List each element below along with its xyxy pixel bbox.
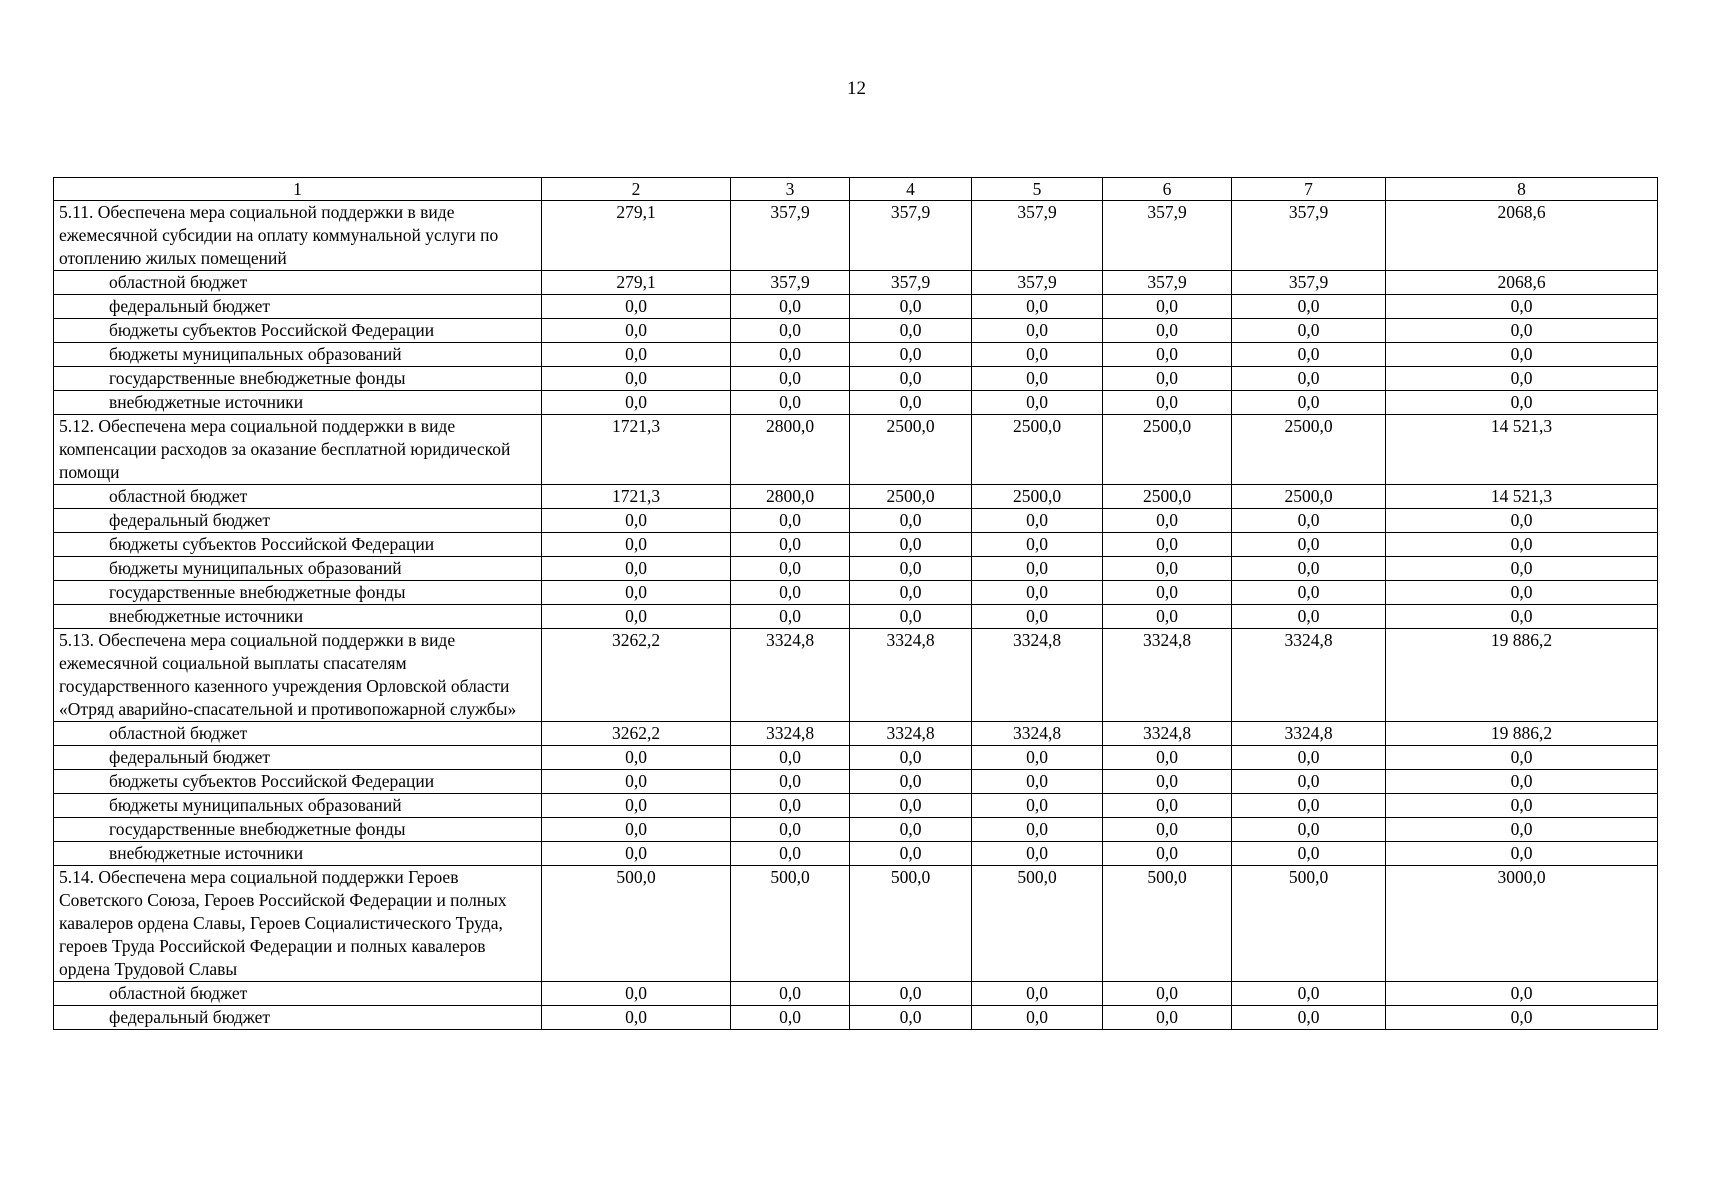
- value-cell: 0,0: [1103, 1006, 1232, 1030]
- funding-source-label: внебюджетные источники: [54, 391, 542, 415]
- value-cell: 500,0: [1232, 866, 1386, 982]
- value-cell: 14 521,3: [1386, 485, 1658, 509]
- value-cell: 0,0: [542, 533, 731, 557]
- value-cell: 357,9: [1103, 271, 1232, 295]
- value-cell: 3000,0: [1386, 866, 1658, 982]
- value-cell: 0,0: [972, 746, 1103, 770]
- value-cell: 0,0: [1232, 1006, 1386, 1030]
- value-cell: 500,0: [850, 866, 972, 982]
- column-header: 8: [1386, 178, 1658, 201]
- value-cell: 0,0: [1232, 509, 1386, 533]
- value-cell: 0,0: [542, 343, 731, 367]
- value-cell: 3324,8: [1232, 629, 1386, 722]
- value-cell: 0,0: [542, 842, 731, 866]
- value-cell: 0,0: [1386, 509, 1658, 533]
- funding-source-label: бюджеты субъектов Российской Федерации: [54, 319, 542, 343]
- funding-source-label: федеральный бюджет: [54, 295, 542, 319]
- value-cell: 0,0: [542, 982, 731, 1006]
- column-header: 6: [1103, 178, 1232, 201]
- value-cell: 2800,0: [731, 415, 850, 485]
- value-cell: 0,0: [972, 509, 1103, 533]
- value-cell: 3324,8: [1103, 722, 1232, 746]
- value-cell: 0,0: [731, 343, 850, 367]
- measure-row: [54, 866, 1658, 982]
- value-cell: 0,0: [1103, 343, 1232, 367]
- value-cell: 0,0: [542, 770, 731, 794]
- value-cell: 2500,0: [1232, 485, 1386, 509]
- value-cell: 0,0: [1232, 557, 1386, 581]
- budget-table: [53, 177, 1658, 1030]
- value-cell: 1721,3: [542, 485, 731, 509]
- measure-description: 5.14. Обеспечена мера социальной поддержки Героев Советского Союза, Героев Российской Федерации и полных кавалеров ордена Славы, Героев Социалистического Труда, героев Труда Российской Федерации и полных кавалеров ордена Трудовой Славы: [54, 866, 542, 982]
- column-header: 3: [731, 178, 850, 201]
- funding-source-row: [54, 746, 1658, 770]
- value-cell: 357,9: [1232, 271, 1386, 295]
- value-cell: 279,1: [542, 271, 731, 295]
- value-cell: 0,0: [731, 295, 850, 319]
- value-cell: 0,0: [731, 319, 850, 343]
- value-cell: 0,0: [1386, 770, 1658, 794]
- value-cell: 0,0: [542, 557, 731, 581]
- value-cell: 0,0: [542, 818, 731, 842]
- funding-source-row: [54, 319, 1658, 343]
- value-cell: 0,0: [731, 605, 850, 629]
- value-cell: 0,0: [1232, 391, 1386, 415]
- header-row: [54, 178, 1658, 201]
- value-cell: 0,0: [1103, 842, 1232, 866]
- value-cell: 0,0: [1103, 509, 1232, 533]
- value-cell: 2500,0: [850, 415, 972, 485]
- value-cell: 2800,0: [731, 485, 850, 509]
- value-cell: 0,0: [850, 982, 972, 1006]
- value-cell: 0,0: [972, 533, 1103, 557]
- value-cell: 3262,2: [542, 722, 731, 746]
- column-header: 2: [542, 178, 731, 201]
- value-cell: 0,0: [1386, 343, 1658, 367]
- value-cell: 3324,8: [731, 629, 850, 722]
- funding-source-row: [54, 842, 1658, 866]
- value-cell: 3324,8: [850, 722, 972, 746]
- funding-source-label: федеральный бюджет: [54, 1006, 542, 1030]
- value-cell: 0,0: [1232, 818, 1386, 842]
- funding-source-row: [54, 581, 1658, 605]
- value-cell: 0,0: [850, 605, 972, 629]
- value-cell: 0,0: [850, 509, 972, 533]
- value-cell: 0,0: [731, 794, 850, 818]
- value-cell: 0,0: [1232, 581, 1386, 605]
- value-cell: 0,0: [972, 367, 1103, 391]
- value-cell: 0,0: [972, 581, 1103, 605]
- funding-source-label: бюджеты муниципальных образований: [54, 343, 542, 367]
- value-cell: 0,0: [972, 343, 1103, 367]
- value-cell: 0,0: [972, 605, 1103, 629]
- funding-source-label: федеральный бюджет: [54, 746, 542, 770]
- value-cell: 0,0: [1232, 605, 1386, 629]
- value-cell: 0,0: [731, 533, 850, 557]
- value-cell: 0,0: [1386, 391, 1658, 415]
- value-cell: 0,0: [731, 581, 850, 605]
- value-cell: 0,0: [1386, 1006, 1658, 1030]
- value-cell: 0,0: [850, 319, 972, 343]
- value-cell: 0,0: [1103, 367, 1232, 391]
- funding-source-label: внебюджетные источники: [54, 605, 542, 629]
- value-cell: 0,0: [542, 581, 731, 605]
- funding-source-row: [54, 770, 1658, 794]
- value-cell: 14 521,3: [1386, 415, 1658, 485]
- value-cell: 500,0: [972, 866, 1103, 982]
- funding-source-label: федеральный бюджет: [54, 509, 542, 533]
- value-cell: 0,0: [1103, 794, 1232, 818]
- funding-source-label: государственные внебюджетные фонды: [54, 581, 542, 605]
- value-cell: 0,0: [1232, 982, 1386, 1006]
- value-cell: 0,0: [542, 391, 731, 415]
- value-cell: 0,0: [1386, 982, 1658, 1006]
- funding-source-row: [54, 818, 1658, 842]
- value-cell: 19 886,2: [1386, 629, 1658, 722]
- value-cell: 0,0: [972, 842, 1103, 866]
- funding-source-label: областной бюджет: [54, 271, 542, 295]
- value-cell: 0,0: [850, 343, 972, 367]
- funding-source-row: [54, 295, 1658, 319]
- funding-source-row: [54, 343, 1658, 367]
- funding-source-row: [54, 533, 1658, 557]
- value-cell: 0,0: [972, 391, 1103, 415]
- value-cell: 0,0: [731, 818, 850, 842]
- value-cell: 0,0: [850, 581, 972, 605]
- value-cell: 0,0: [731, 770, 850, 794]
- value-cell: 0,0: [731, 746, 850, 770]
- value-cell: 2500,0: [1232, 415, 1386, 485]
- value-cell: 2500,0: [972, 415, 1103, 485]
- value-cell: 0,0: [850, 391, 972, 415]
- value-cell: 0,0: [1103, 605, 1232, 629]
- value-cell: 0,0: [542, 605, 731, 629]
- column-header: 5: [972, 178, 1103, 201]
- value-cell: 0,0: [1103, 770, 1232, 794]
- funding-source-row: [54, 982, 1658, 1006]
- value-cell: 0,0: [850, 794, 972, 818]
- value-cell: 0,0: [1103, 391, 1232, 415]
- value-cell: 0,0: [1386, 605, 1658, 629]
- value-cell: 0,0: [972, 1006, 1103, 1030]
- funding-source-row: [54, 557, 1658, 581]
- value-cell: 0,0: [850, 367, 972, 391]
- value-cell: 2500,0: [850, 485, 972, 509]
- funding-source-label: государственные внебюджетные фонды: [54, 367, 542, 391]
- funding-source-row: [54, 722, 1658, 746]
- value-cell: 0,0: [972, 982, 1103, 1006]
- value-cell: 0,0: [1232, 319, 1386, 343]
- value-cell: 0,0: [731, 842, 850, 866]
- column-header: 1: [54, 178, 542, 201]
- page-number: 12: [847, 78, 866, 99]
- measure-row: [54, 629, 1658, 722]
- value-cell: 1721,3: [542, 415, 731, 485]
- value-cell: 0,0: [972, 794, 1103, 818]
- table-body: [54, 178, 1658, 1030]
- value-cell: 500,0: [731, 866, 850, 982]
- funding-source-label: государственные внебюджетные фонды: [54, 818, 542, 842]
- value-cell: 0,0: [731, 557, 850, 581]
- measure-description: 5.13. Обеспечена мера социальной поддержки в виде ежемесячной социальной выплаты спасателям государственного казенного учреждения Орловской области «Отряд аварийно-спасательной и противопожарной службы»: [54, 629, 542, 722]
- funding-source-row: [54, 271, 1658, 295]
- value-cell: 0,0: [1103, 581, 1232, 605]
- value-cell: 0,0: [1386, 295, 1658, 319]
- value-cell: 2068,6: [1386, 271, 1658, 295]
- value-cell: 0,0: [850, 842, 972, 866]
- value-cell: 0,0: [1386, 319, 1658, 343]
- value-cell: 3324,8: [972, 722, 1103, 746]
- value-cell: 0,0: [731, 391, 850, 415]
- value-cell: 0,0: [1386, 794, 1658, 818]
- value-cell: 2068,6: [1386, 201, 1658, 271]
- value-cell: 0,0: [731, 1006, 850, 1030]
- measure-description: 5.11. Обеспечена мера социальной поддержки в виде ежемесячной субсидии на оплату коммунальной услуги по отоплению жилых помещений: [54, 201, 542, 271]
- funding-source-label: бюджеты муниципальных образований: [54, 557, 542, 581]
- value-cell: 3324,8: [731, 722, 850, 746]
- value-cell: 0,0: [850, 533, 972, 557]
- value-cell: 0,0: [850, 770, 972, 794]
- value-cell: 0,0: [850, 295, 972, 319]
- value-cell: 0,0: [972, 557, 1103, 581]
- funding-source-label: областной бюджет: [54, 982, 542, 1006]
- value-cell: 0,0: [1232, 533, 1386, 557]
- funding-source-label: областной бюджет: [54, 485, 542, 509]
- column-header: 7: [1232, 178, 1386, 201]
- value-cell: 3324,8: [972, 629, 1103, 722]
- value-cell: 0,0: [1386, 367, 1658, 391]
- value-cell: 3324,8: [1103, 629, 1232, 722]
- value-cell: 3324,8: [1232, 722, 1386, 746]
- value-cell: 0,0: [1386, 842, 1658, 866]
- value-cell: 0,0: [731, 982, 850, 1006]
- funding-source-row: [54, 391, 1658, 415]
- value-cell: 0,0: [1232, 295, 1386, 319]
- value-cell: 0,0: [1103, 533, 1232, 557]
- funding-source-row: [54, 485, 1658, 509]
- value-cell: 0,0: [731, 509, 850, 533]
- funding-source-label: внебюджетные источники: [54, 842, 542, 866]
- value-cell: 357,9: [850, 201, 972, 271]
- value-cell: 357,9: [972, 271, 1103, 295]
- measure-row: [54, 201, 1658, 271]
- value-cell: 0,0: [1103, 295, 1232, 319]
- value-cell: 0,0: [1386, 818, 1658, 842]
- measure-row: [54, 415, 1658, 485]
- value-cell: 3262,2: [542, 629, 731, 722]
- value-cell: 0,0: [1232, 842, 1386, 866]
- value-cell: 357,9: [731, 201, 850, 271]
- value-cell: 357,9: [972, 201, 1103, 271]
- value-cell: 0,0: [542, 295, 731, 319]
- value-cell: 0,0: [1232, 367, 1386, 391]
- value-cell: 0,0: [1103, 319, 1232, 343]
- value-cell: 0,0: [542, 1006, 731, 1030]
- funding-source-label: бюджеты муниципальных образований: [54, 794, 542, 818]
- value-cell: 19 886,2: [1386, 722, 1658, 746]
- value-cell: 0,0: [1103, 557, 1232, 581]
- value-cell: 0,0: [1103, 818, 1232, 842]
- funding-source-label: бюджеты субъектов Российской Федерации: [54, 770, 542, 794]
- value-cell: 0,0: [1386, 533, 1658, 557]
- value-cell: 0,0: [542, 367, 731, 391]
- value-cell: 2500,0: [1103, 415, 1232, 485]
- value-cell: 0,0: [850, 746, 972, 770]
- value-cell: 2500,0: [972, 485, 1103, 509]
- value-cell: 0,0: [1232, 770, 1386, 794]
- value-cell: 0,0: [1103, 746, 1232, 770]
- value-cell: 357,9: [1232, 201, 1386, 271]
- funding-source-row: [54, 794, 1658, 818]
- value-cell: 0,0: [972, 770, 1103, 794]
- measure-description: 5.12. Обеспечена мера социальной поддержки в виде компенсации расходов за оказание бесплатной юридической помощи: [54, 415, 542, 485]
- value-cell: 0,0: [1103, 982, 1232, 1006]
- value-cell: 0,0: [850, 1006, 972, 1030]
- value-cell: 357,9: [1103, 201, 1232, 271]
- funding-source-row: [54, 509, 1658, 533]
- value-cell: 3324,8: [850, 629, 972, 722]
- value-cell: 0,0: [850, 557, 972, 581]
- value-cell: 279,1: [542, 201, 731, 271]
- value-cell: 0,0: [1232, 343, 1386, 367]
- value-cell: 0,0: [1232, 794, 1386, 818]
- value-cell: 0,0: [731, 367, 850, 391]
- funding-source-row: [54, 605, 1658, 629]
- value-cell: 500,0: [1103, 866, 1232, 982]
- value-cell: 0,0: [972, 295, 1103, 319]
- value-cell: 0,0: [542, 509, 731, 533]
- value-cell: 0,0: [1386, 746, 1658, 770]
- value-cell: 0,0: [1232, 746, 1386, 770]
- value-cell: 0,0: [542, 746, 731, 770]
- funding-source-row: [54, 367, 1658, 391]
- funding-source-row: [54, 1006, 1658, 1030]
- funding-source-label: областной бюджет: [54, 722, 542, 746]
- value-cell: 357,9: [850, 271, 972, 295]
- value-cell: 0,0: [972, 319, 1103, 343]
- value-cell: 0,0: [972, 818, 1103, 842]
- value-cell: 0,0: [542, 319, 731, 343]
- value-cell: 0,0: [1386, 557, 1658, 581]
- value-cell: 500,0: [542, 866, 731, 982]
- value-cell: 2500,0: [1103, 485, 1232, 509]
- value-cell: 0,0: [850, 818, 972, 842]
- value-cell: 0,0: [1386, 581, 1658, 605]
- value-cell: 0,0: [542, 794, 731, 818]
- value-cell: 357,9: [731, 271, 850, 295]
- column-header: 4: [850, 178, 972, 201]
- funding-source-label: бюджеты субъектов Российской Федерации: [54, 533, 542, 557]
